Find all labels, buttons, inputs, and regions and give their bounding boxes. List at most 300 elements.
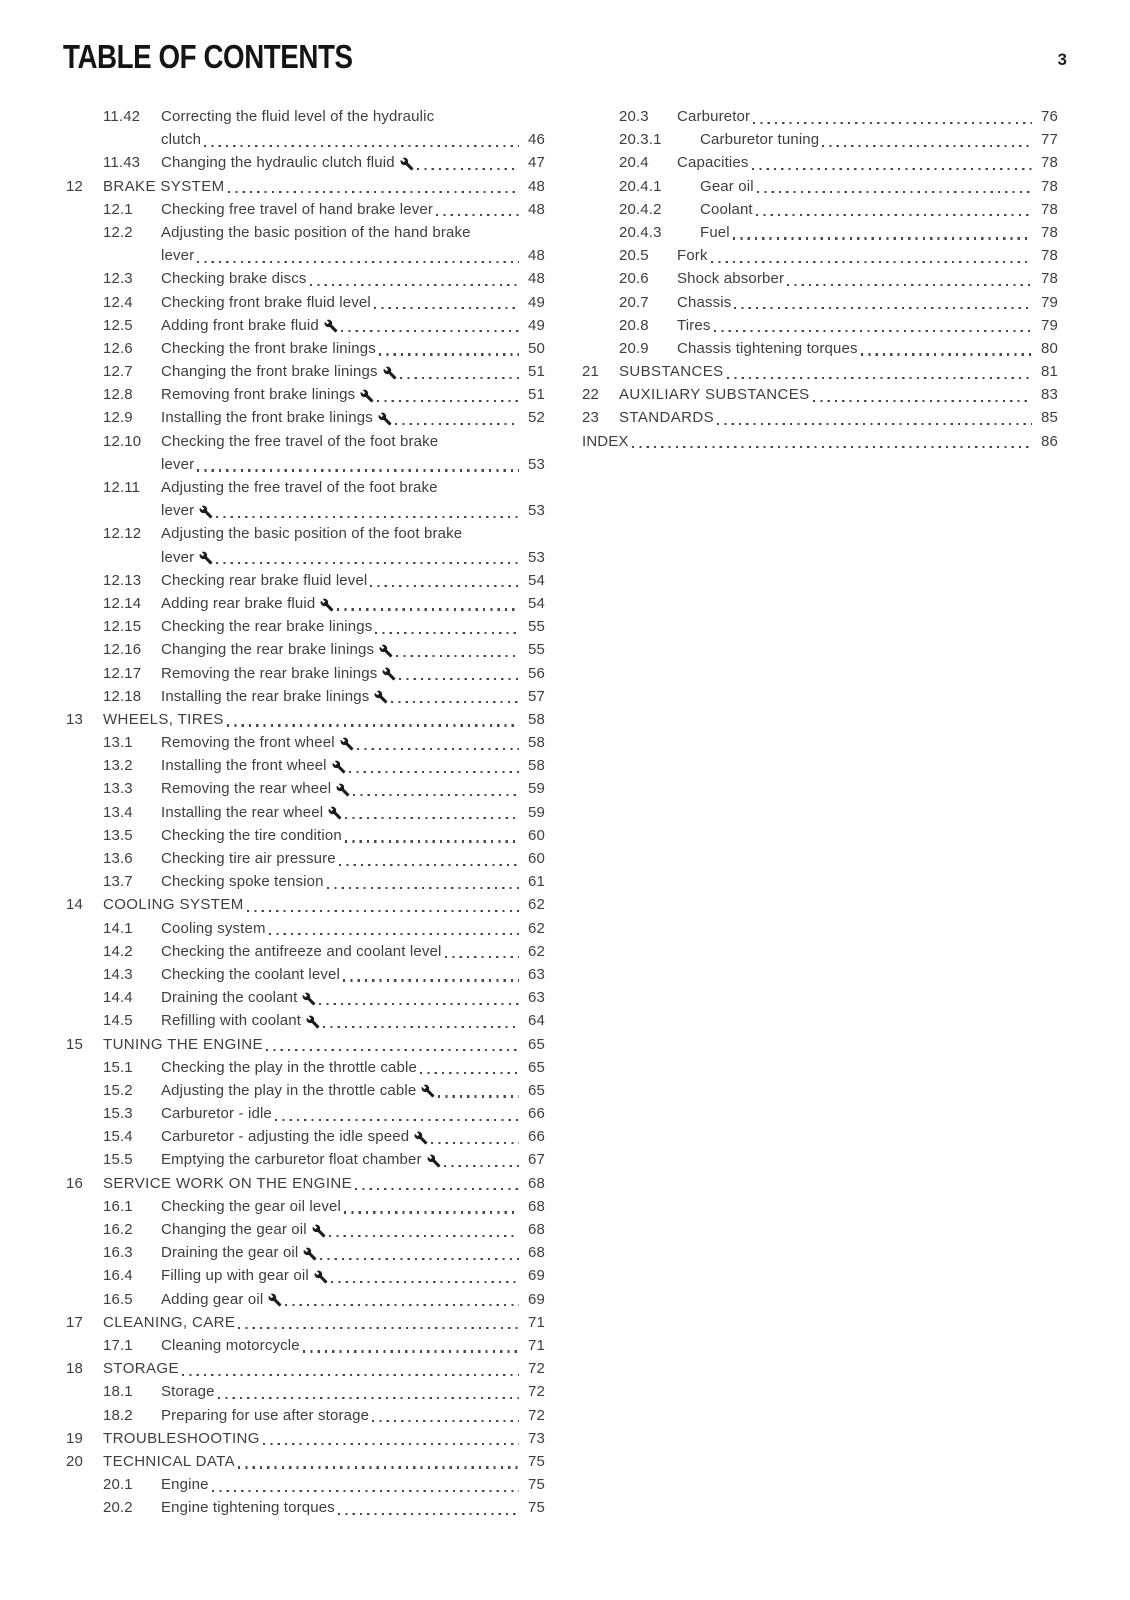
toc-entry-title: Removing the rear brake linings xyxy=(161,664,378,682)
toc-entry-page: 75 xyxy=(528,1476,545,1494)
toc-entry-body xyxy=(700,175,1058,198)
toc-entry-page: 68 xyxy=(528,1197,545,1215)
toc-entry-body xyxy=(161,406,545,429)
toc-entry-body xyxy=(161,244,545,267)
toc-entry-body xyxy=(161,685,545,708)
toc-entry-number: 13.7 xyxy=(103,873,133,891)
page-number: 3 xyxy=(1057,50,1067,69)
toc-entry-line xyxy=(66,1079,545,1102)
dot-leader xyxy=(372,1420,519,1422)
toc-entry-line xyxy=(66,801,545,824)
toc-entry-number: 14.1 xyxy=(103,919,133,937)
toc-entry-title: Checking the free travel of the foot brake xyxy=(161,432,439,450)
toc-entry-line xyxy=(66,592,545,615)
toc-entry-page: 72 xyxy=(528,1360,545,1378)
toc-entry-body xyxy=(161,1473,545,1496)
dot-leader xyxy=(357,748,519,750)
toc-entry-body xyxy=(161,615,545,638)
toc-entry-body xyxy=(161,754,545,777)
dot-leader xyxy=(247,910,519,912)
toc-entry-body xyxy=(700,221,1058,244)
dot-leader xyxy=(395,423,519,425)
wrench-icon xyxy=(378,412,392,426)
toc-entry-page: 77 xyxy=(1041,131,1058,149)
dot-leader xyxy=(714,330,1032,332)
toc-entry-page: 80 xyxy=(1041,339,1058,357)
toc-entry-line xyxy=(66,128,545,151)
toc-entry-body xyxy=(161,198,545,221)
toc-entry-title: Adjusting the play in the throttle cable xyxy=(161,1081,417,1099)
toc-entry-page: 78 xyxy=(1041,223,1058,241)
toc-entry-title: Installing the front wheel xyxy=(161,757,327,775)
dot-leader xyxy=(218,1397,519,1399)
toc-entry-body xyxy=(161,1148,545,1171)
toc-entry-body xyxy=(161,499,545,522)
dot-leader xyxy=(444,1165,519,1167)
toc-entry-page: 56 xyxy=(528,664,545,682)
toc-entry-number: 13 xyxy=(66,710,83,728)
toc-entry-body xyxy=(161,1334,545,1357)
toc-entry-title: Filling up with gear oil xyxy=(161,1267,309,1285)
toc-entry-line xyxy=(66,662,545,685)
toc-entry-line xyxy=(582,128,1058,151)
toc-entry-title: Fork xyxy=(677,247,708,265)
toc-entry-body xyxy=(161,291,545,314)
toc-entry-line xyxy=(66,986,545,1009)
dot-leader xyxy=(216,562,519,564)
toc-entry-body xyxy=(161,546,545,569)
toc-entry-number: 12.4 xyxy=(103,293,133,311)
toc-entry-line xyxy=(66,1427,545,1450)
toc-entry-line xyxy=(582,105,1058,128)
toc-entry-number: 12.2 xyxy=(103,223,133,241)
toc-entry-number: 16.4 xyxy=(103,1267,133,1285)
toc-entry-title: Carburetor - adjusting the idle speed xyxy=(161,1128,410,1146)
wrench-icon xyxy=(336,783,350,797)
dot-leader xyxy=(787,284,1032,286)
toc-entry-body xyxy=(677,151,1058,174)
toc-entry-title: lever xyxy=(161,455,195,473)
toc-entry-title: Changing the gear oil xyxy=(161,1221,307,1238)
toc-entry-number: 21 xyxy=(582,363,599,381)
dot-leader xyxy=(374,307,519,309)
toc-entry-body xyxy=(161,151,545,174)
toc-entry-number: 20.8 xyxy=(619,316,649,334)
toc-entry-page: 61 xyxy=(528,873,545,891)
toc-entry-number: 20.4.1 xyxy=(619,177,662,195)
dot-leader xyxy=(212,1490,519,1492)
toc-entry-page: 72 xyxy=(528,1383,545,1401)
toc-entry-title: Checking the coolant level xyxy=(161,965,341,983)
toc-entry-page: 81 xyxy=(1041,363,1058,381)
toc-entry-number: 12.6 xyxy=(103,339,133,357)
dot-leader xyxy=(327,887,519,889)
toc-entry-number: 14 xyxy=(66,896,83,914)
wrench-icon xyxy=(306,1015,320,1029)
dot-leader xyxy=(197,261,519,263)
dot-leader xyxy=(345,840,519,842)
dot-leader xyxy=(238,1327,519,1329)
toc-entry-title: STANDARDS xyxy=(619,409,714,427)
toc-entry-line xyxy=(582,267,1058,290)
toc-entry-line xyxy=(582,244,1058,267)
dot-leader xyxy=(353,794,519,796)
toc-entry-body xyxy=(619,406,1058,429)
toc-entry-line xyxy=(66,476,545,499)
toc-entry-line xyxy=(66,105,545,128)
toc-entry-body xyxy=(161,1009,545,1032)
wrench-icon xyxy=(360,389,374,403)
toc-entry-line xyxy=(66,1496,545,1519)
toc-entry-line xyxy=(66,1241,545,1264)
dot-leader xyxy=(813,400,1032,402)
toc-entry-title: Storage xyxy=(161,1383,215,1401)
dot-leader xyxy=(204,145,519,147)
dot-leader xyxy=(370,585,519,587)
toc-entry-number: 20.9 xyxy=(619,339,649,357)
toc-entry-number xyxy=(103,546,161,569)
toc-entry-number: 15.2 xyxy=(103,1081,133,1099)
toc-entry-line xyxy=(66,314,545,337)
toc-entry-body xyxy=(161,569,545,592)
toc-entry-body xyxy=(161,731,545,754)
toc-entry-page: 48 xyxy=(528,270,545,288)
table-of-contents xyxy=(66,105,1058,1519)
toc-entry-title: Installing the rear wheel xyxy=(161,803,324,821)
toc-entry-title: Adding gear oil xyxy=(161,1290,264,1308)
toc-entry-number: 12.12 xyxy=(103,525,142,543)
toc-entry-page: 68 xyxy=(528,1174,545,1192)
toc-entry-page: 62 xyxy=(528,919,545,937)
dot-leader xyxy=(338,1513,519,1515)
toc-entry-number: 16.1 xyxy=(103,1197,133,1215)
dot-leader xyxy=(303,1350,519,1352)
toc-entry-number: 14.5 xyxy=(103,1012,133,1030)
toc-entry-page: 49 xyxy=(528,293,545,311)
toc-entry-page: 78 xyxy=(1041,154,1058,172)
toc-entry-number: 11.43 xyxy=(103,154,141,172)
dot-leader xyxy=(337,608,519,610)
toc-entry-body xyxy=(161,476,545,499)
wrench-icon xyxy=(374,690,388,704)
wrench-icon xyxy=(328,806,342,820)
toc-entry-line xyxy=(66,1473,545,1496)
toc-entry-page: 48 xyxy=(528,200,545,218)
toc-entry-title: Preparing for use after storage xyxy=(161,1406,370,1424)
toc-entry-number: 14.2 xyxy=(103,942,133,960)
wrench-icon xyxy=(383,366,397,380)
toc-entry-page: 68 xyxy=(528,1244,545,1262)
toc-entry-line xyxy=(66,1102,545,1125)
toc-entry-title: SUBSTANCES xyxy=(619,363,724,381)
dot-leader xyxy=(632,446,1032,448)
toc-entry-number: 12.8 xyxy=(103,386,133,404)
toc-column-left xyxy=(66,105,545,1519)
dot-leader xyxy=(752,168,1032,170)
toc-entry-page: 55 xyxy=(528,641,545,659)
dot-leader xyxy=(343,979,519,981)
toc-entry-body xyxy=(161,986,545,1009)
toc-entry-line xyxy=(66,546,545,569)
dot-leader xyxy=(285,1304,519,1306)
toc-entry-number: 18.2 xyxy=(103,1406,133,1424)
wrench-icon xyxy=(414,1131,428,1145)
dot-leader xyxy=(757,191,1032,193)
toc-entry-number xyxy=(103,244,161,267)
toc-entry-title: Adjusting the basic position of the hand brake xyxy=(161,223,471,241)
toc-entry-number: 12.18 xyxy=(103,687,142,705)
toc-entry-number: 15.5 xyxy=(103,1151,133,1169)
toc-entry-line xyxy=(66,963,545,986)
toc-entry-body xyxy=(161,1102,545,1125)
toc-entry-page: 63 xyxy=(528,965,545,983)
toc-entry-body xyxy=(161,430,545,453)
toc-entry-page: 48 xyxy=(528,247,545,265)
toc-entry-line xyxy=(66,777,545,800)
dot-leader xyxy=(753,122,1032,124)
dot-leader xyxy=(438,1095,519,1097)
toc-entry-line xyxy=(66,1218,545,1241)
toc-entry-line xyxy=(66,754,545,777)
toc-entry-number: 15 xyxy=(66,1035,83,1053)
toc-entry-line xyxy=(582,406,1058,429)
toc-entry-body xyxy=(103,708,545,731)
wrench-icon xyxy=(400,157,414,171)
toc-entry-title: Fuel xyxy=(700,223,730,241)
wrench-icon xyxy=(332,760,346,774)
toc-entry-body xyxy=(103,1033,545,1056)
toc-entry-body xyxy=(677,291,1058,314)
toc-entry-title: Installing the front brake linings xyxy=(161,409,373,427)
toc-entry-body xyxy=(161,1056,545,1079)
toc-entry-number: 20.5 xyxy=(619,247,649,265)
toc-entry-page: 63 xyxy=(528,989,545,1007)
toc-entry-line xyxy=(66,499,545,522)
dot-leader xyxy=(379,353,519,355)
toc-entry-title: Checking brake discs xyxy=(161,270,307,288)
toc-entry-line xyxy=(66,267,545,290)
toc-entry-number: 17 xyxy=(66,1313,83,1331)
toc-entry-page: 60 xyxy=(528,826,545,844)
dot-leader xyxy=(266,1049,519,1051)
toc-entry-page: 47 xyxy=(528,154,545,172)
dot-leader xyxy=(341,330,519,332)
toc-entry-body xyxy=(161,662,545,685)
toc-entry-page: 65 xyxy=(528,1081,545,1099)
toc-entry-line xyxy=(582,337,1058,360)
dot-leader xyxy=(400,377,519,379)
toc-entry-body xyxy=(103,893,545,916)
toc-entry-number: 14.4 xyxy=(103,989,133,1007)
toc-entry-page: 79 xyxy=(1041,293,1058,311)
toc-entry-line xyxy=(66,1033,545,1056)
toc-entry-number: 20.4 xyxy=(619,154,649,172)
dot-leader xyxy=(436,214,519,216)
toc-entry-page: 62 xyxy=(528,942,545,960)
toc-entry-title: Tires xyxy=(677,316,711,334)
toc-entry-page: 76 xyxy=(1041,108,1058,125)
toc-entry-line xyxy=(66,1148,545,1171)
toc-entry-body xyxy=(161,1125,545,1148)
toc-entry-number: 20.4.3 xyxy=(619,223,662,241)
toc-entry-body xyxy=(677,267,1058,290)
dot-leader xyxy=(310,284,519,286)
dot-leader xyxy=(756,214,1032,216)
toc-entry-title: Adjusting the basic position of the foot brake xyxy=(161,525,463,543)
toc-entry-title: Carburetor - idle xyxy=(161,1105,272,1123)
toc-entry-line xyxy=(66,360,545,383)
toc-entry-page: 55 xyxy=(528,618,545,636)
toc-entry-number xyxy=(103,453,161,476)
toc-entry-body xyxy=(161,917,545,940)
toc-entry-body xyxy=(677,314,1058,337)
toc-entry-body xyxy=(582,430,1058,453)
toc-entry-title: Checking rear brake fluid level xyxy=(161,571,368,589)
toc-entry-title: Changing the front brake linings xyxy=(161,363,378,381)
toc-entry-line xyxy=(66,198,545,221)
toc-entry-page: 71 xyxy=(528,1336,545,1354)
toc-entry-title: Checking the gear oil level xyxy=(161,1197,341,1215)
dot-leader xyxy=(355,1188,519,1190)
toc-entry-number: 12.10 xyxy=(103,432,142,450)
dot-leader xyxy=(331,1281,519,1283)
toc-entry-line xyxy=(582,383,1058,406)
toc-entry-body xyxy=(677,337,1058,360)
toc-entry-body xyxy=(161,638,545,661)
toc-entry-number: 12.3 xyxy=(103,270,133,288)
toc-entry-page: 78 xyxy=(1041,200,1058,218)
dot-leader xyxy=(733,237,1032,239)
toc-entry-number: 13.2 xyxy=(103,757,133,775)
toc-entry-title: Gear oil xyxy=(700,177,754,195)
toc-entry-line xyxy=(66,569,545,592)
dot-leader xyxy=(227,724,519,726)
toc-entry-title: Engine xyxy=(161,1476,209,1494)
toc-entry-page: 86 xyxy=(1041,432,1058,450)
toc-entry-page: 78 xyxy=(1041,270,1058,288)
toc-entry-page: 58 xyxy=(528,734,545,752)
toc-entry-page: 62 xyxy=(528,896,545,914)
dot-leader xyxy=(319,1003,519,1005)
wrench-icon xyxy=(427,1154,441,1168)
toc-entry-title: Checking the rear brake linings xyxy=(161,618,373,636)
toc-entry-page: 75 xyxy=(528,1452,545,1470)
toc-entry-number: 11.42 xyxy=(103,108,141,125)
toc-entry-title: Removing front brake linings xyxy=(161,386,356,404)
toc-entry-number: 20.3.1 xyxy=(619,131,662,149)
toc-entry-title: Removing the front wheel xyxy=(161,734,335,752)
toc-entry-body xyxy=(103,1357,545,1380)
dot-leader xyxy=(349,771,519,773)
toc-entry-number: 12.15 xyxy=(103,618,142,636)
toc-entry-body xyxy=(161,801,545,824)
toc-entry-line xyxy=(582,151,1058,174)
toc-entry-number: 13.1 xyxy=(103,734,133,752)
toc-entry-line xyxy=(582,221,1058,244)
dot-leader xyxy=(323,1026,519,1028)
toc-entry-line xyxy=(66,847,545,870)
toc-entry-line xyxy=(66,453,545,476)
toc-entry-number: 16.5 xyxy=(103,1290,133,1308)
toc-entry-page: 65 xyxy=(528,1035,545,1053)
toc-entry-title: Adding front brake fluid xyxy=(161,316,319,334)
toc-entry-title: Checking spoke tension xyxy=(161,873,324,891)
dot-leader xyxy=(399,678,519,680)
toc-entry-number: 12.5 xyxy=(103,316,133,334)
toc-entry-page: 67 xyxy=(528,1151,545,1169)
toc-entry-line xyxy=(66,708,545,731)
toc-entry-number: 15.1 xyxy=(103,1058,133,1076)
toc-entry-page: 66 xyxy=(528,1105,545,1123)
toc-entry-title: Adding rear brake fluid xyxy=(161,594,316,612)
toc-entry-title: Cooling system xyxy=(161,919,266,937)
toc-entry-body xyxy=(161,453,545,476)
dot-leader xyxy=(717,423,1032,425)
toc-entry-title: Emptying the carburetor float chamber xyxy=(161,1151,422,1169)
toc-entry-body xyxy=(103,1172,545,1195)
toc-entry-line xyxy=(66,824,545,847)
toc-entry-title: Checking the play in the throttle cable xyxy=(161,1058,418,1076)
toc-entry-line xyxy=(66,917,545,940)
toc-entry-title: Shock absorber xyxy=(677,270,785,288)
toc-entry-number: 12.11 xyxy=(103,479,141,496)
toc-entry-page: 60 xyxy=(528,850,545,867)
toc-entry-line xyxy=(66,522,545,545)
toc-entry-body xyxy=(161,1195,545,1218)
toc-entry-body xyxy=(161,1241,545,1264)
toc-entry-body xyxy=(103,1450,545,1473)
dot-leader xyxy=(329,1235,519,1237)
dot-leader xyxy=(320,1258,519,1260)
toc-entry-number: 15.4 xyxy=(103,1128,133,1146)
toc-entry-number: 15.3 xyxy=(103,1105,133,1123)
toc-entry-number xyxy=(103,499,161,522)
toc-entry-line xyxy=(66,1125,545,1148)
toc-entry-line xyxy=(66,1056,545,1079)
toc-entry-page: 75 xyxy=(528,1499,545,1517)
toc-entry-line xyxy=(66,615,545,638)
toc-entry-body xyxy=(161,267,545,290)
toc-entry-title: TECHNICAL DATA xyxy=(103,1452,236,1470)
toc-entry-page: 71 xyxy=(528,1313,545,1331)
toc-entry-page: 59 xyxy=(528,803,545,821)
toc-entry-page: 48 xyxy=(528,177,545,195)
toc-entry-body xyxy=(161,940,545,963)
toc-entry-body xyxy=(161,1288,545,1311)
toc-entry-number: 12.14 xyxy=(103,594,142,612)
wrench-icon xyxy=(320,598,334,612)
toc-entry-body xyxy=(161,128,545,151)
toc-entry-line xyxy=(66,1172,545,1195)
toc-entry-body xyxy=(161,221,545,244)
toc-entry-line xyxy=(66,1450,545,1473)
toc-entry-number: 18.1 xyxy=(103,1383,133,1401)
wrench-icon xyxy=(302,992,316,1006)
toc-entry-title: AUXILIARY SUBSTANCES xyxy=(619,386,810,404)
toc-entry-number: 20 xyxy=(66,1452,83,1470)
toc-entry-title: lever xyxy=(161,502,195,520)
toc-entry-line xyxy=(66,1357,545,1380)
toc-entry-page: 79 xyxy=(1041,316,1058,334)
dot-leader xyxy=(396,655,519,657)
dot-leader xyxy=(711,261,1032,263)
toc-entry-title: Correcting the fluid level of the hydraulic xyxy=(161,108,435,125)
toc-entry-number: 17.1 xyxy=(103,1336,133,1354)
toc-entry-title: Adjusting the free travel of the foot brake xyxy=(161,479,438,496)
toc-entry-page: 73 xyxy=(528,1429,545,1447)
dot-leader xyxy=(269,933,519,935)
toc-entry-title: Cleaning motorcycle xyxy=(161,1336,300,1354)
